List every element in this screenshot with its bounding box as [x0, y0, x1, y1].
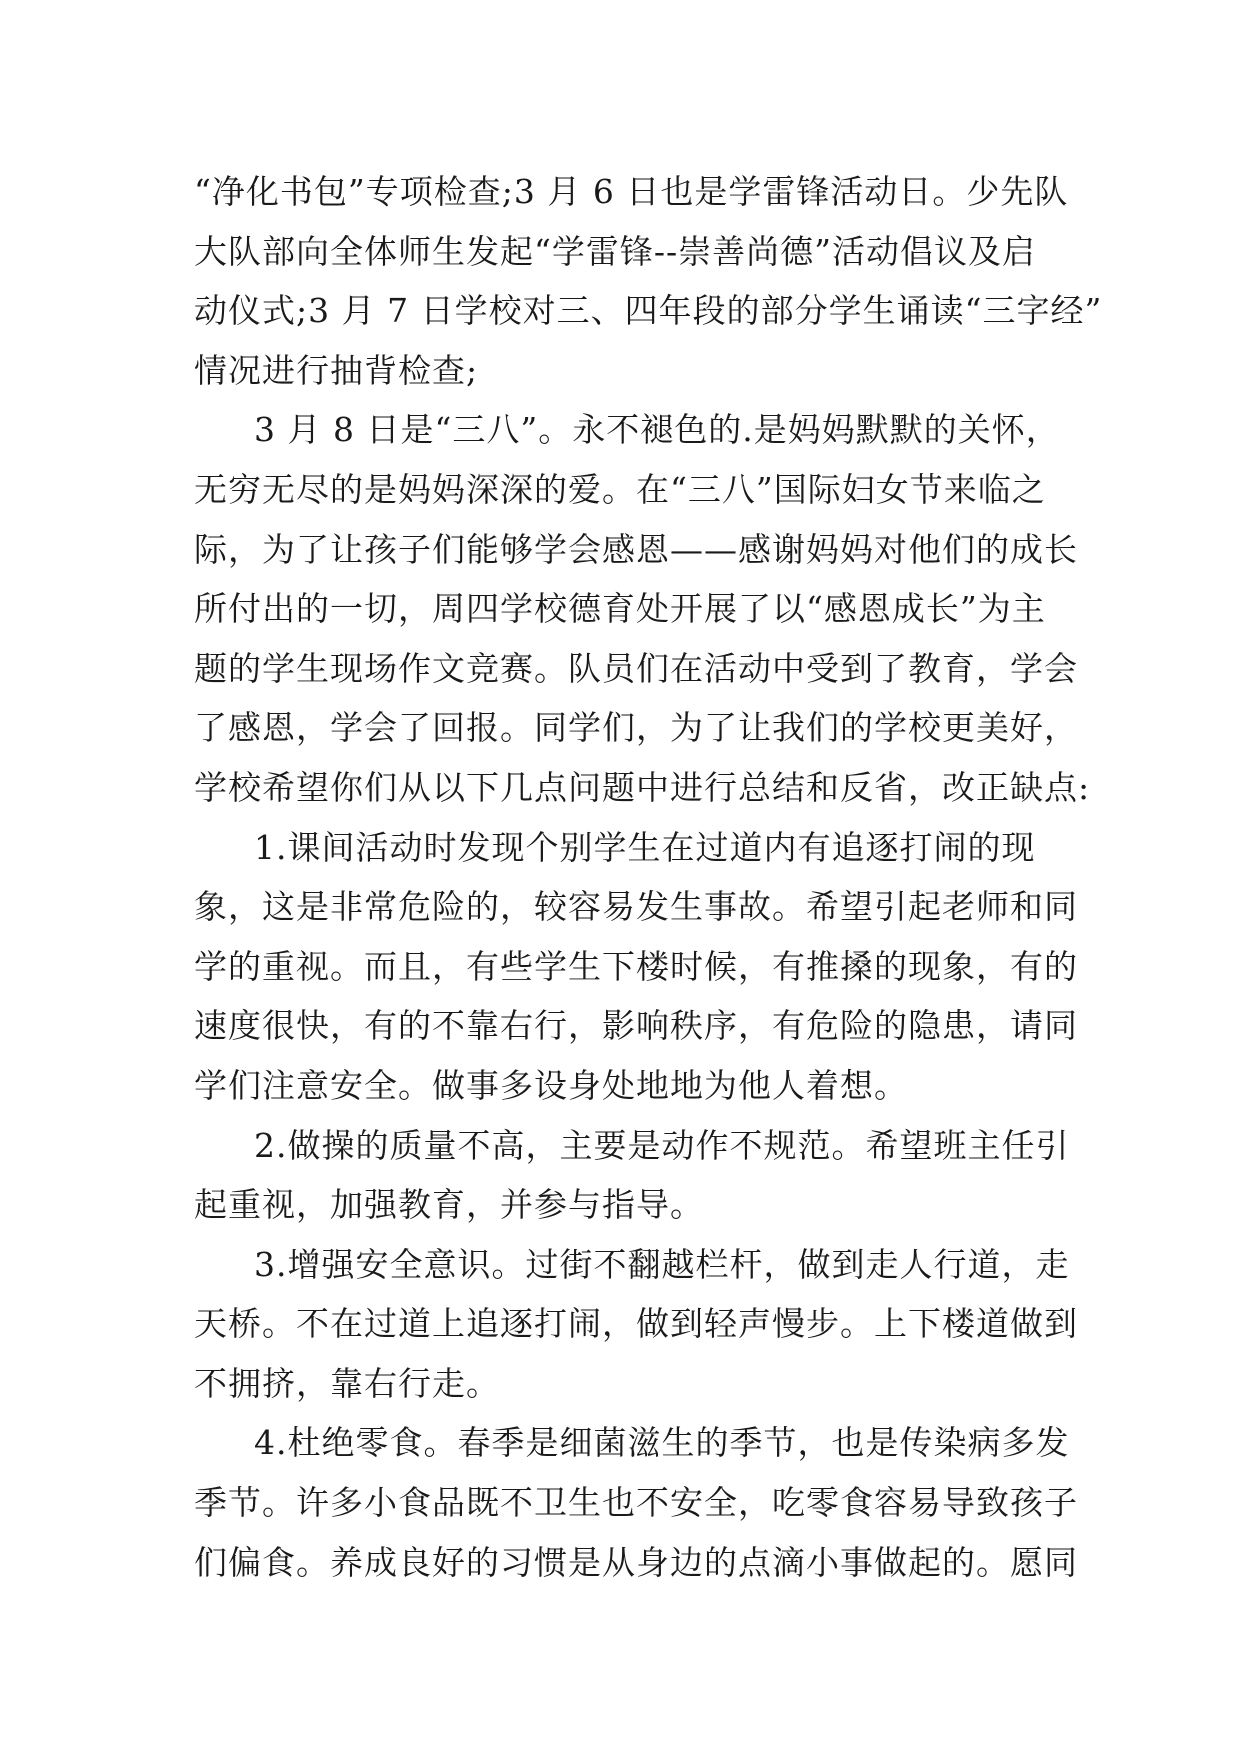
text-line: 学的重视。而且，有些学生下楼时候，有推搡的现象，有的 [194, 946, 1078, 986]
text-line: 无穷无尽的是妈妈深深的爱。在“三八”国际妇女节来临之 [194, 469, 1046, 509]
text-line: 情况进行抽背检查; [194, 350, 479, 390]
text-line: 动仪式;3 月 7 日学校对三、四年段的部分学生诵读“三字经” [194, 291, 1103, 331]
text-line: 起重视，加强教育，并参与指导。 [194, 1185, 704, 1225]
text-line: 了感恩，学会了回报。同学们，为了让我们的学校更美好， [194, 708, 1078, 748]
text-line: 际，为了让孩子们能够学会感恩——感谢妈妈对他们的成长 [194, 529, 1078, 569]
text-line: 速度很快，有的不靠右行，影响秩序，有危险的隐患，请同 [194, 1006, 1078, 1046]
text-line: 2.做操的质量不高，主要是动作不规范。希望班主任引 [254, 1125, 1070, 1165]
text-line: 所付出的一切，周四学校德育处开展了以“感恩成长”为主 [194, 589, 1046, 629]
text-line: 象，这是非常危险的，较容易发生事故。希望引起老师和同 [194, 887, 1078, 927]
text-line: 1.课间活动时发现个别学生在过道内有追逐打闹的现 [254, 827, 1036, 867]
body-text [194, 162, 1103, 1592]
text-line: 题的学生现场作文竞赛。队员们在活动中受到了教育，学会 [194, 648, 1078, 688]
text-line: 学们注意安全。做事多设身处地地为他人着想。 [194, 1065, 908, 1105]
text-line: 学校希望你们从以下几点问题中进行总结和反省，改正缺点: [194, 767, 1091, 807]
text-line: 3.增强安全意识。过街不翻越栏杆，做到走人行道，走 [254, 1244, 1070, 1284]
text-line: 季节。许多小食品既不卫生也不安全，吃零食容易导致孩子 [194, 1483, 1078, 1523]
text-line: 不拥挤，靠右行走。 [194, 1363, 500, 1403]
text-line: 3 月 8 日是“三八”。永不褪色的.是妈妈默默的关怀， [254, 410, 1060, 450]
text-line: 4.杜绝零食。春季是细菌滋生的季节，也是传染病多发 [254, 1423, 1070, 1463]
text-line: 大队部向全体师生发起“学雷锋--崇善尚德”活动倡议及启 [194, 231, 1037, 271]
text-line: “净化书包”专项检查;3 月 6 日也是学雷锋活动日。少先队 [194, 172, 1069, 211]
text-line: 们偏食。养成良好的习惯是从身边的点滴小事做起的。愿同 [194, 1542, 1078, 1582]
text-line: 天桥。不在过道上追逐打闹，做到轻声慢步。上下楼道做到 [194, 1304, 1078, 1344]
